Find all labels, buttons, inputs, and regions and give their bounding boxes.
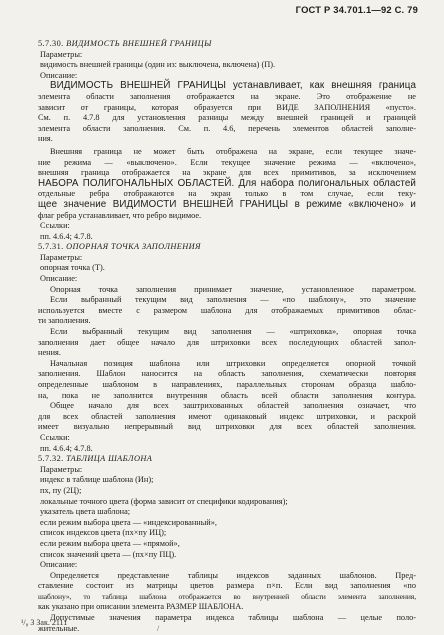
description-label: Описание:	[40, 560, 78, 570]
param-item: опорная точка (Т).	[40, 263, 105, 273]
text-line: флаг ребра устанавливает, что ребро видимое.	[38, 210, 202, 220]
text-line: щее значение ВИДИМОСТИ ВНЕШНЕЙ ГРАНИЦЫ в режиме «включено» и	[38, 198, 416, 210]
text-line: ние режима — «выключено». Если текущее значение режима — «включено»,	[38, 157, 416, 167]
text-line: используется вместе с размером шаблона для отображаемых примитивов облас-	[38, 305, 416, 315]
refs-label: Ссылки:	[40, 221, 70, 231]
section-title: ОПОРНАЯ ТОЧКА ЗАПОЛНЕНИЯ	[66, 242, 201, 252]
page-mark: /	[157, 624, 160, 633]
text-line: заполнения. Шаблон наносится на область заполнения, схематически повторяя	[38, 369, 416, 379]
text-line: ния.	[38, 134, 53, 144]
page-header: ГОСТ Р 34.701.1—92 С. 79	[295, 4, 418, 15]
section-heading-fill-reference-point	[38, 242, 416, 253]
paragraph	[38, 571, 416, 613]
text-line: Определяется представление таблицы индексов заданных шаблонов. Пред-	[50, 570, 416, 580]
text-line: отдельные ребра отображаются на экран только в том случае, если теку-	[38, 189, 416, 199]
text-line: НАБОРА ПОЛИГОНАЛЬНЫХ ОБЛАСТЕЙ. Для набора полигональных областей	[38, 177, 416, 189]
text-line: Общее начало для всех заштрихованных областей заполнения означает, что	[50, 401, 416, 411]
params-label: Параметры:	[40, 49, 83, 59]
param-item: если режим выбора цвета — «прямой»,	[40, 538, 180, 548]
param-item: если режим выбора цвета — «индексированный»,	[40, 517, 217, 527]
section-title: ТАБЛИЦА ШАБЛОНА	[66, 454, 153, 464]
text-line: нения.	[38, 348, 61, 358]
param-item: видимость внешней границы (один из: выключена, включена) (П).	[40, 60, 276, 70]
text-line: имеет визуально непрерывный вид штриховки для всех областей заполнения.	[38, 422, 416, 432]
paragraph	[38, 401, 416, 433]
text-line: ВИДИМОСТЬ ВНЕШНЕЙ ГРАНИЦЫ устанавливает, как внешняя граница	[50, 80, 416, 92]
text-line: зависит от границы, которая образуется при ВИДЕ ЗАПОЛНЕНИЯ «пусто».	[38, 102, 416, 112]
param-item: пх, пу (2Ц);	[40, 485, 82, 495]
param-item: указатель цвета шаблона;	[40, 507, 131, 517]
section-number: 5.7.30.	[38, 39, 64, 48]
text-line: Опорная точка заполнения принимает значение, установленное параметром.	[50, 284, 416, 294]
text-line: на, пока не заполнится внутренняя область всей области заполнения контура.	[38, 390, 416, 400]
page-content	[38, 39, 416, 634]
description-label: Описание:	[40, 274, 78, 284]
text-line: ти заполнения.	[38, 316, 91, 326]
text-line: заполнения дает общее начало для штриховки всех последующих областей запол-	[38, 337, 416, 347]
section-title: ВИДИМОСТЬ ВНЕШНЕЙ ГРАНИЦЫ	[66, 39, 212, 48]
text-line: Если выбранный текущим вид заполнения — «по шаблону», это значение	[50, 295, 416, 305]
refs-text: пп. 4.6.4; 4.7.8.	[40, 231, 93, 241]
section-heading-visibility	[38, 39, 416, 50]
text-line: См. п. 4.7.8 для установления разницы между внешней границей и границей	[38, 113, 416, 123]
text-line: Допустимые значения параметра индекса таблицы шаблона — целые поло-	[50, 613, 416, 623]
paragraph	[38, 147, 416, 221]
text-line: жительные.	[38, 623, 80, 633]
paragraph	[38, 285, 416, 327]
text-line: элемента области заполнения. См. п. 4.6, перечень элементов областей заполне-	[38, 123, 416, 133]
text-line: для всех областей заполнения имеют одинаковый индекс штриховки, и раскрой	[38, 411, 416, 421]
text-line: Начальная позиция шаблона или штриховки определяется опорной точкой	[50, 358, 416, 368]
paragraph	[38, 81, 416, 145]
text-line: определенные шаблоном в направлениях, параллельных сторонам образца шабло-	[38, 380, 416, 389]
section-heading-pattern-table	[38, 454, 416, 465]
param-item: список индексов цвета (пх×пу ИЦ);	[40, 528, 167, 538]
text-line: ставление состоит из матрицы цветов размера п×п. Если вид заполнения «по	[38, 581, 416, 591]
page-footer: ¹/₈ 3 Зак. 2111	[21, 618, 68, 627]
text-line: внешняя граница отображается на экране для всех примитивов, за исключением	[38, 168, 416, 178]
paragraph	[38, 359, 416, 401]
paragraph	[38, 327, 416, 359]
paragraph	[38, 613, 416, 634]
refs-text: пп. 4.6.4; 4.7.8.	[40, 443, 93, 453]
params-label: Параметры:	[40, 464, 83, 474]
param-item: список значений цвета — (пх×пу ПЦ).	[40, 549, 177, 559]
text-line: элемента области заполнения отображается на экране. Это отображение не	[38, 91, 416, 101]
section-number: 5.7.31.	[38, 242, 64, 252]
text-line: Если выбранный текущим вид заполнения — «штриховка», опорная точка	[50, 327, 416, 337]
refs-label: Ссылки:	[40, 432, 70, 442]
text-line: Внешняя граница не может быть отображена на экране, если текущее значе-	[50, 146, 416, 156]
params-label: Параметры:	[40, 252, 83, 262]
param-item: локальные точного цвета (форма зависит от специфики кодирования);	[40, 496, 288, 506]
text-line: шаблону», то таблица шаблона отображается во внутренней области элемента заполнения,	[38, 591, 416, 601]
text-line: как указано при описании элемента РАЗМЕР ШАБЛОНА.	[38, 602, 244, 612]
description-label: Описание:	[40, 70, 78, 80]
param-item: индекс в таблице шаблона (Ин);	[40, 475, 154, 485]
section-number: 5.7.32.	[38, 454, 64, 464]
